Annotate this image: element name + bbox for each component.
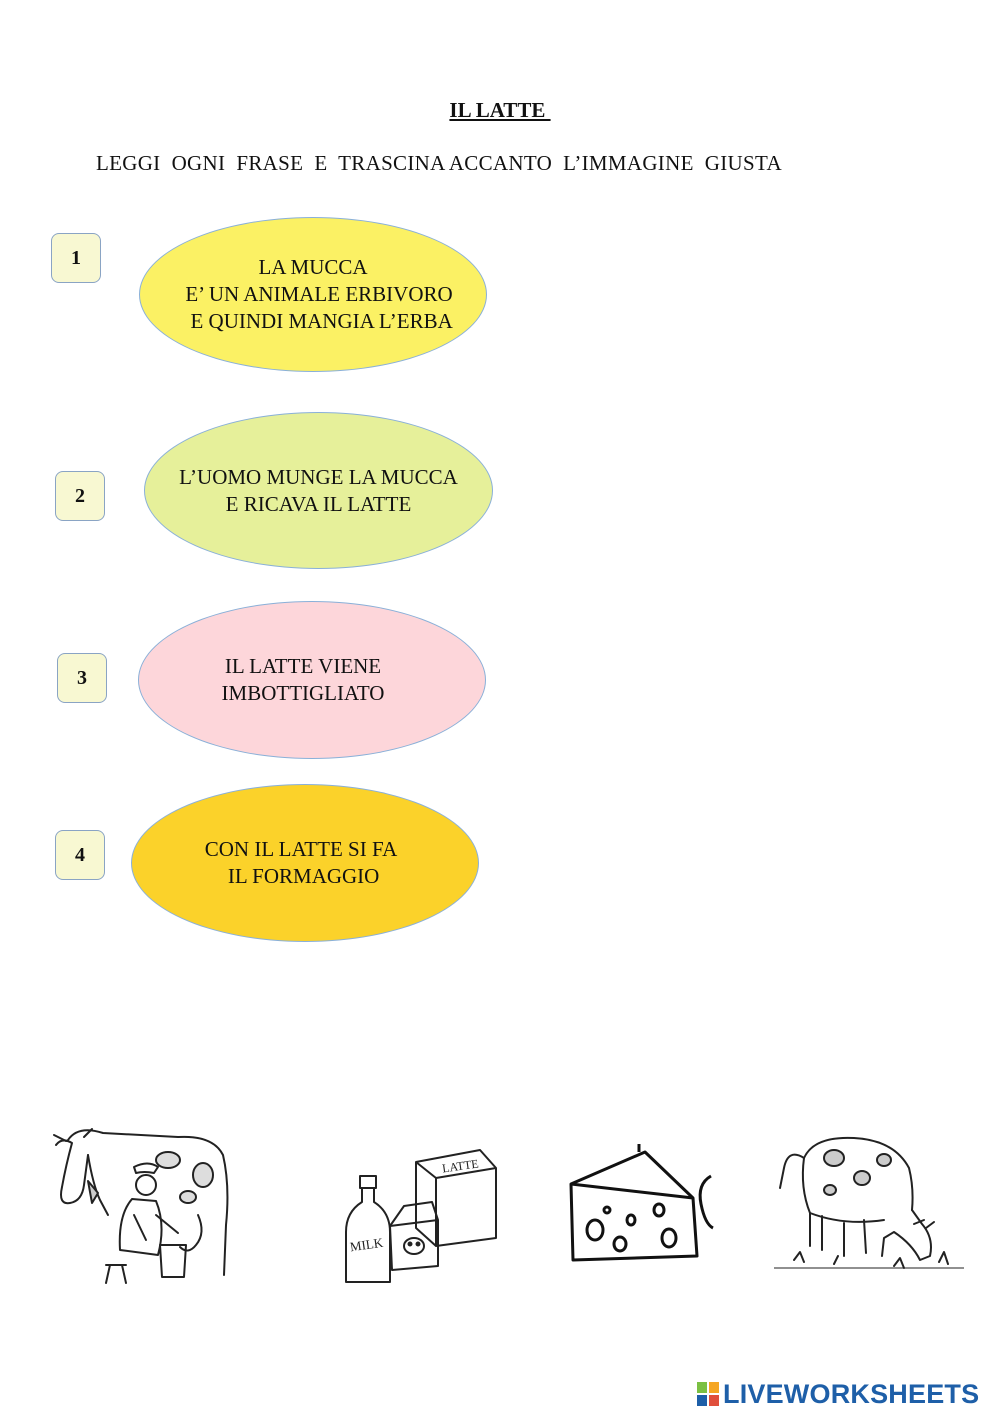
sentence-3-line-1: IL LATTE VIENE <box>224 654 382 678</box>
brand-name: LIVEWORKSHEETS <box>723 1378 980 1409</box>
liveworksheets-logo <box>697 1377 979 1411</box>
drop-box-3[interactable] <box>57 653 107 703</box>
sentence-ellipse-2 <box>144 412 493 569</box>
item-number-3: 3 <box>77 666 87 689</box>
worksheet-title: IL LATTE <box>449 98 551 122</box>
sentence-2-line-1: L’UOMO MUNGE LA MUCCA <box>179 464 458 489</box>
sentence-4-line-1: CON IL LATTE SI FA <box>204 837 398 861</box>
item-number-2: 2 <box>75 484 85 507</box>
sentence-1-line-1: LA MUCCA <box>258 255 368 279</box>
sentence-ellipse-1 <box>139 217 487 372</box>
sentence-4-line-2: IL FORMAGGIO <box>222 864 380 888</box>
sentence-ellipse-4 <box>131 784 479 942</box>
item-number-4: 4 <box>75 843 85 866</box>
grazing-cow-image[interactable] <box>774 1128 964 1273</box>
drop-box-2[interactable] <box>55 471 105 521</box>
man-milking-cow-image[interactable] <box>48 1115 233 1285</box>
instruction-text: LEGGI OGNI FRASE E TRASCINA ACCANTO L’IMMAGINE GIUSTA <box>96 151 782 175</box>
drop-box-1[interactable] <box>51 233 101 283</box>
carton-label: LATTE <box>441 1156 480 1176</box>
sentence-ellipse-3 <box>138 601 486 759</box>
sentence-3-line-2: IMBOTTIGLIATO <box>221 681 385 705</box>
sentence-2-line-2: E RICAVA IL LATTE <box>225 491 412 516</box>
item-number-1: 1 <box>71 246 81 269</box>
drop-box-4[interactable] <box>55 830 105 880</box>
sentence-1-line-2: E’ UN ANIMALE ERBIVORO <box>185 282 453 306</box>
sentence-1-line-3: E QUINDI MANGIA L’ERBA <box>185 309 453 333</box>
milk-bottles-image[interactable] <box>340 1146 505 1284</box>
logo-icon <box>697 1382 719 1406</box>
bottle-label: MILK <box>348 1234 384 1255</box>
cheese-image[interactable] <box>565 1140 715 1265</box>
